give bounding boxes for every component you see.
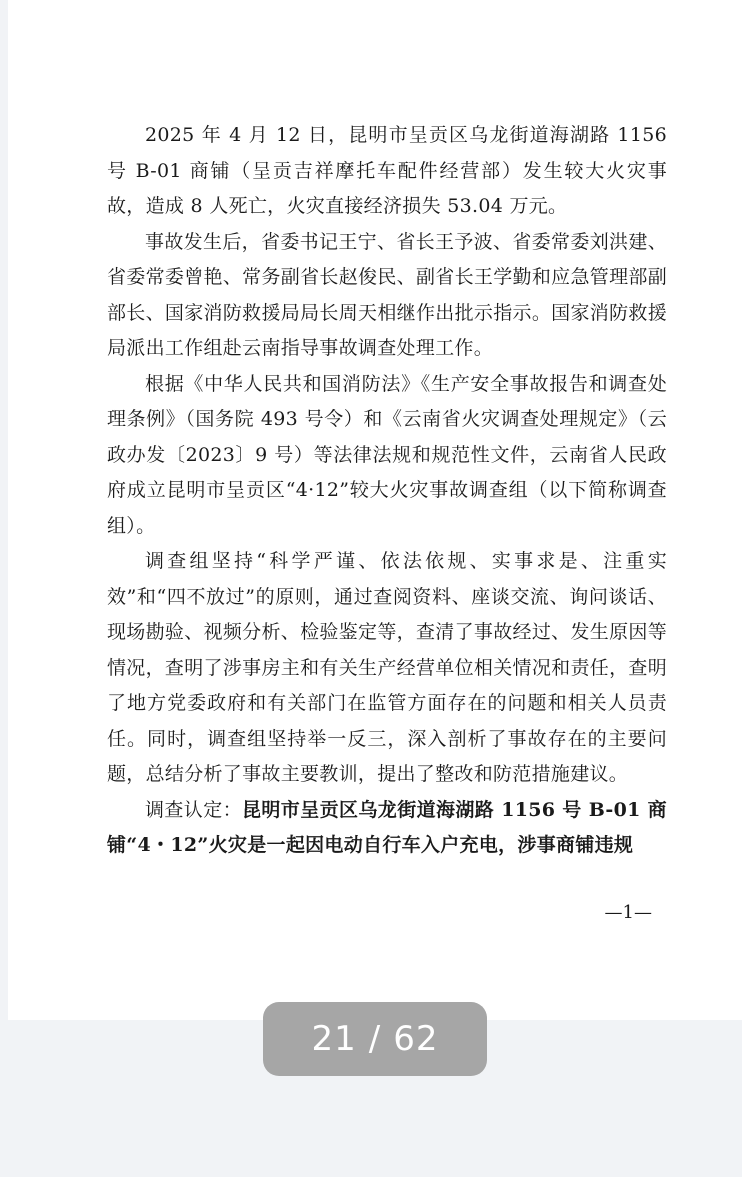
paragraph-finding bbox=[107, 793, 667, 864]
total-pages: 62 bbox=[393, 1019, 439, 1059]
current-page: 21 bbox=[311, 1019, 357, 1059]
page-content bbox=[107, 118, 667, 864]
page-number: —1— bbox=[604, 902, 652, 923]
page-indicator bbox=[263, 1002, 487, 1076]
finding-prefix: 调查认定： bbox=[145, 798, 242, 821]
document-page bbox=[8, 0, 742, 1020]
paragraph-response: 事故发生后，省委书记王宁、省长王予波、省委常委刘洪建、省委常委曾艳、常务副省长赵俊民、副省长王学勤和应急管理部副部长、国家消防救援局局长周天相继作出批示指示。国家消防救援局派出工作组赴云南指导事故调查处理工作。 bbox=[107, 230, 667, 359]
paragraph-investigation: 调查组坚持“科学严谨、依法依规、实事求是、注重实效”和“四不放过”的原则，通过查阅资料、座谈交流、询问谈话、现场勘验、视频分析、检验鉴定等，查清了事故经过、发生原因等情况，查明了涉事房主和有关生产经营单位相关情况和责任，查明了地方党委政府和有关部门在监管方面存在的问题和相关人员责任。同时，调查组坚持举一反三，深入剖析了事故存在的主要问题，总结分析了事故主要教训，提出了整改和防范措施建议。 bbox=[107, 550, 667, 785]
page-separator: / bbox=[368, 1019, 382, 1059]
finding-text: 昆明市呈贡区乌龙街道海湖路 1156 号 B-01 商铺“4・12”火灾是一起因电动自行车入户充电，涉事商铺违规 bbox=[107, 798, 667, 856]
paragraph-incident: 2025 年 4 月 12 日，昆明市呈贡区乌龙街道海湖路 1156 号 B-01 商铺（呈贡吉祥摩托车配件经营部）发生较大火灾事故，造成 8 人死亡，火灾直接经济损失 53.04 万元。 bbox=[107, 124, 667, 217]
paragraph-legal-basis: 根据《中华人民共和国消防法》《生产安全事故报告和调查处理条例》（国务院 493 号令）和《云南省火灾调查处理规定》（云政办发〔2023〕9 号）等法律法规和规范性文件，云南省人民政府成立昆明市呈贡区“4·12”较大火灾事故调查组（以下简称调查组）。 bbox=[107, 372, 667, 537]
